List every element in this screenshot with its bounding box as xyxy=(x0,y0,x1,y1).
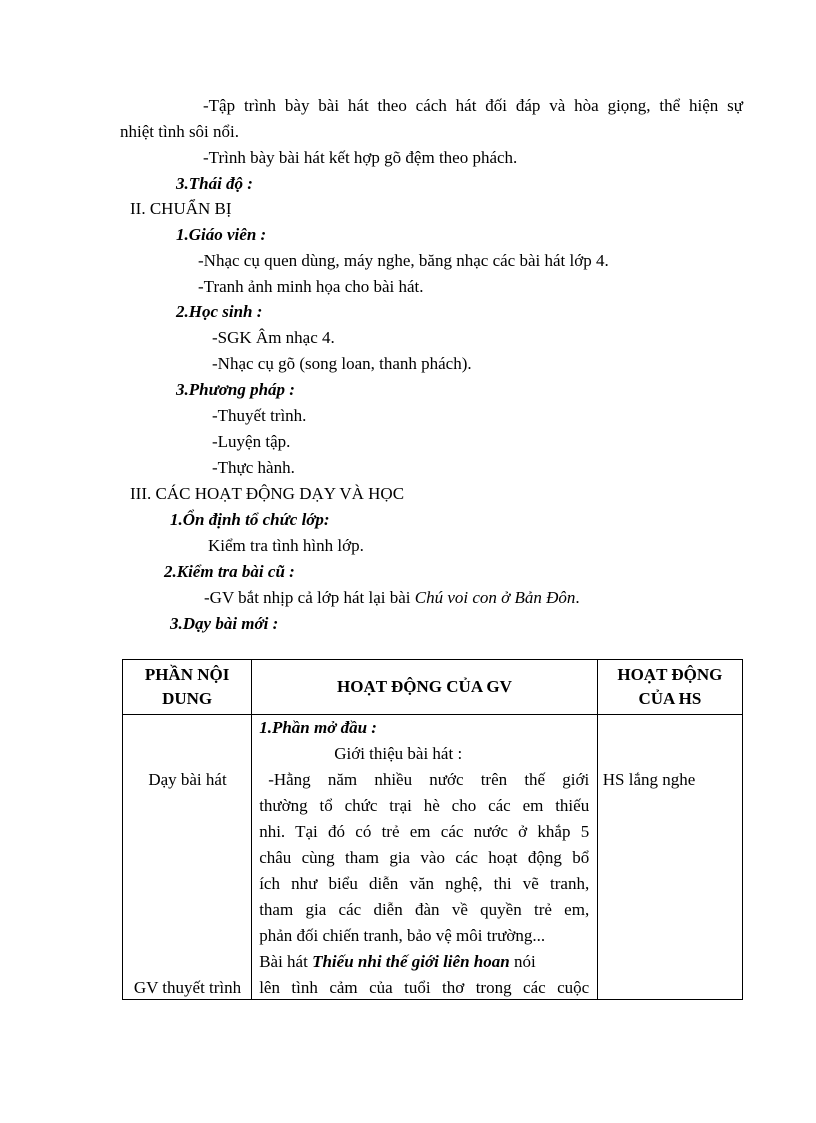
teacher-heading: 1.Giáo viên : xyxy=(176,225,267,244)
student-activity-cell xyxy=(597,715,742,1000)
gv-line-8 xyxy=(259,949,589,975)
teacher-item-2: -Tranh ảnh minh họa cho bài hát. xyxy=(198,277,424,296)
header-content xyxy=(123,660,252,715)
header-student-activity xyxy=(597,660,742,715)
gv-line-4: châu cùng tham gia vào các hoạt động bổ xyxy=(259,848,590,867)
objective-line-1b: nhiệt tình sôi nổi. xyxy=(120,122,239,141)
gv-line-6: tham gia các diễn đàn về quyền trẻ em, xyxy=(259,900,590,919)
student-item-2: -Nhạc cụ gõ (song loan, thanh phách). xyxy=(212,354,472,373)
attitude-heading: 3.Thái độ : xyxy=(176,174,253,193)
content-teacher-presents: GV thuyết trình xyxy=(133,978,242,997)
table-row xyxy=(123,715,743,1000)
gv-line-9: lên tình cảm của tuổi thơ trong các cuộc xyxy=(259,978,590,997)
step-2-text-post: . xyxy=(575,588,580,607)
objective-line-1a: -Tập trình bày bài hát theo cách hát đối đáp và hòa giọng, thể hiện sự xyxy=(203,96,743,115)
student-item-1: -SGK Âm nhạc 4. xyxy=(212,328,335,347)
method-item-2: -Luyện tập. xyxy=(212,432,291,451)
teacher-item-1: -Nhạc cụ quen dùng, máy nghe, băng nhạc các bài hát lớp 4. xyxy=(198,251,609,270)
method-item-3: -Thực hành. xyxy=(212,458,295,477)
teacher-activity-cell xyxy=(252,715,598,1000)
step-2-heading: 2.Kiểm tra bài cũ : xyxy=(164,562,295,581)
step-1-text: Kiểm tra tình hình lớp. xyxy=(208,536,364,555)
header-content-line-2: DUNG xyxy=(162,689,213,708)
gv-line-8-post: nói xyxy=(509,952,536,971)
gv-line-7: phản đối chiến tranh, bảo vệ môi trường... xyxy=(259,926,546,945)
method-heading: 3.Phương pháp : xyxy=(176,380,295,399)
gv-intro: Giới thiệu bài hát : xyxy=(334,744,463,763)
hs-listen: HS lắng nghe xyxy=(602,770,696,789)
gv-line-8-pre: Bài hát xyxy=(259,952,313,971)
step-1-heading: 1.Ổn định tổ chức lớp: xyxy=(170,510,330,529)
method-item-1: -Thuyết trình. xyxy=(212,406,307,425)
lesson-activity-table xyxy=(122,659,743,1000)
section-3-heading: III. CÁC HOẠT ĐỘNG DẠY VÀ HỌC xyxy=(130,484,405,503)
content-teach-song: Dạy bài hát xyxy=(148,770,227,789)
student-heading: 2.Học sinh : xyxy=(176,302,263,321)
table-header-row xyxy=(123,660,743,715)
gv-section-heading: 1.Phần mở đầu : xyxy=(259,718,377,737)
gv-line-1: -Hằng năm nhiều nước trên thế giới xyxy=(268,770,590,789)
gv-line-2: thường tổ chức trại hè cho các em thiếu xyxy=(259,796,590,815)
content-cell xyxy=(123,715,252,1000)
header-teacher-activity: HOẠT ĐỘNG CỦA GV xyxy=(252,660,598,715)
gv-line-5: ích như biểu diễn văn nghệ, thi vẽ tranh, xyxy=(259,874,590,893)
gv-line-3: nhi. Tại đó có trẻ em các nước ở khắp 5 xyxy=(259,822,590,841)
step-3-heading: 3.Dạy bài mới : xyxy=(170,614,279,633)
section-2-heading: II. CHUẨN BỊ xyxy=(130,199,232,218)
step-2-text xyxy=(204,587,580,609)
header-content-line-1: PHẦN NỘI xyxy=(144,665,230,684)
objective-line-2: -Trình bày bài hát kết hợp gõ đệm theo phách. xyxy=(203,148,518,167)
header-student-line-1: HOẠT ĐỘNG xyxy=(617,665,723,684)
step-2-song-title: Chú voi con ở Bản Đôn xyxy=(414,588,576,607)
header-student-line-2: CỦA HS xyxy=(638,689,702,708)
step-2-text-pre: -GV bắt nhịp cả lớp hát lại bài xyxy=(204,588,415,607)
gv-song-title: Thiếu nhi thế giới liên hoan xyxy=(312,952,510,971)
